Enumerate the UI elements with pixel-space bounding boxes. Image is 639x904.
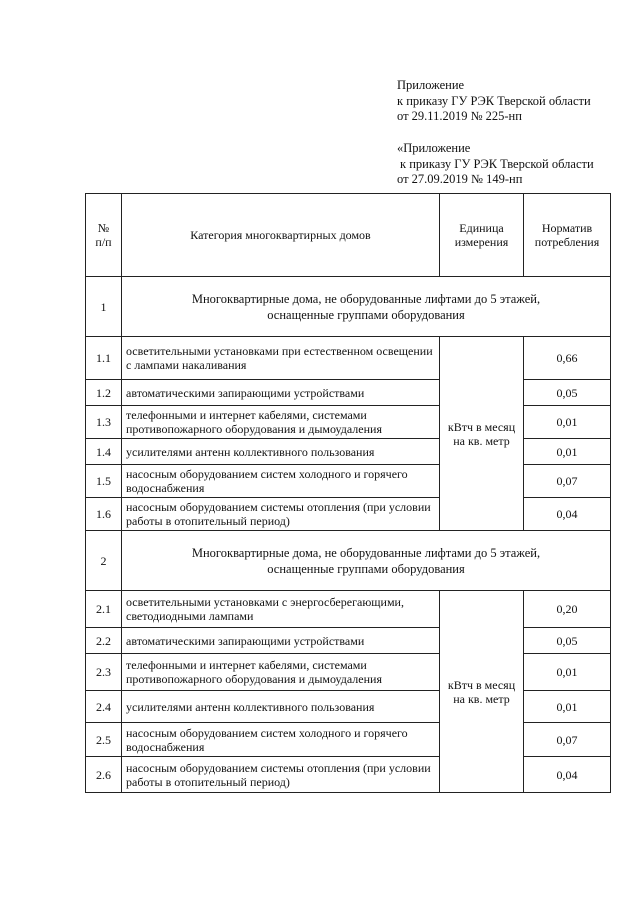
row-norm-value: 0,04 <box>524 757 611 793</box>
row-category: насосным оборудованием систем холодного и горячего водоснабжения <box>122 465 440 498</box>
table-row <box>86 757 611 793</box>
row-number: 2.2 <box>86 628 122 654</box>
table-row <box>86 465 611 498</box>
unit-line: кВтч в месяц <box>447 677 516 692</box>
appendix-header <box>397 78 591 125</box>
table-row <box>86 498 611 531</box>
table-row <box>86 591 611 628</box>
row-category: осветительными установками с энергосберегающими, светодиодными лампами <box>122 591 440 628</box>
row-category: насосным оборудованием системы отопления (при условии работы в отопительный период) <box>122 757 440 793</box>
row-category: усилителями антенн коллективного пользования <box>122 439 440 465</box>
table-row <box>86 380 611 406</box>
table-row <box>86 723 611 757</box>
row-number: 1.3 <box>86 406 122 439</box>
section-number: 2 <box>86 531 122 591</box>
unit-cell <box>440 337 524 531</box>
row-norm-value: 0,01 <box>524 654 611 691</box>
row-number: 1.5 <box>86 465 122 498</box>
row-norm-value: 0,05 <box>524 628 611 654</box>
col-header-num: № п/п <box>86 194 122 277</box>
row-norm-value: 0,04 <box>524 498 611 531</box>
section-title-line: оснащенные группами оборудования <box>267 561 465 576</box>
table-row <box>86 654 611 691</box>
header-line: к приказу ГУ РЭК Тверской области <box>400 156 594 171</box>
row-category: осветительными установками при естественном освещении с лампами накаливания <box>122 337 440 380</box>
section-title <box>122 531 611 591</box>
row-norm-value: 0,01 <box>524 439 611 465</box>
row-category: усилителями антенн коллективного пользования <box>122 691 440 723</box>
col-header-category: Категория многоквартирных домов <box>122 194 440 277</box>
row-number: 1.1 <box>86 337 122 380</box>
row-number: 2.3 <box>86 654 122 691</box>
row-norm-value: 0,07 <box>524 465 611 498</box>
row-number: 2.5 <box>86 723 122 757</box>
table-header-row <box>86 194 611 277</box>
row-category: автоматическими запирающими устройствами <box>122 628 440 654</box>
table-row <box>86 628 611 654</box>
row-norm-value: 0,07 <box>524 723 611 757</box>
row-number: 2.1 <box>86 591 122 628</box>
section-title <box>122 277 611 337</box>
col-header-norm: Норматив потребления <box>524 194 611 277</box>
table-row <box>86 691 611 723</box>
table-row <box>86 337 611 380</box>
section-title-line: Многоквартирные дома, не оборудованные лифтами до 5 этажей, <box>191 291 541 306</box>
row-norm-value: 0,01 <box>524 691 611 723</box>
row-category: телефонными и интернет кабелями, системами противопожарного оборудования и дымоудаления <box>122 654 440 691</box>
row-category: телефонными и интернет кабелями, системами противопожарного оборудования и дымоудаления <box>122 406 440 439</box>
header-line: к приказу ГУ РЭК Тверской области <box>397 93 591 108</box>
row-norm-value: 0,20 <box>524 591 611 628</box>
row-norm-value: 0,01 <box>524 406 611 439</box>
row-norm-value: 0,66 <box>524 337 611 380</box>
row-number: 1.4 <box>86 439 122 465</box>
section-title-line: Многоквартирные дома, не оборудованные лифтами до 5 этажей, <box>191 545 541 560</box>
unit-line: на кв. метр <box>453 691 510 706</box>
table-row <box>86 439 611 465</box>
row-number: 1.6 <box>86 498 122 531</box>
header-line: «Приложение <box>397 141 471 155</box>
section-number: 1 <box>86 277 122 337</box>
row-number: 2.6 <box>86 757 122 793</box>
row-category: насосным оборудованием системы отопления (при условии работы в отопительный период) <box>122 498 440 531</box>
table-row <box>86 406 611 439</box>
row-category: автоматическими запирающими устройствами <box>122 380 440 406</box>
header-line: от 29.11.2019 № 225-нп <box>397 109 522 123</box>
unit-line: на кв. метр <box>453 433 510 448</box>
row-category: насосным оборудованием систем холодного и горячего водоснабжения <box>122 723 440 757</box>
section-row <box>86 277 611 337</box>
row-number: 1.2 <box>86 380 122 406</box>
section-row <box>86 531 611 591</box>
unit-line: кВтч в месяц <box>447 419 516 434</box>
header-line: Приложение <box>397 78 465 92</box>
original-appendix-header <box>397 141 594 188</box>
unit-cell <box>440 591 524 793</box>
norms-table <box>85 193 611 793</box>
row-norm-value: 0,05 <box>524 380 611 406</box>
col-header-unit: Единица измерения <box>440 194 524 277</box>
header-line: от 27.09.2019 № 149-нп <box>397 172 523 186</box>
section-title-line: оснащенные группами оборудования <box>267 307 465 322</box>
row-number: 2.4 <box>86 691 122 723</box>
